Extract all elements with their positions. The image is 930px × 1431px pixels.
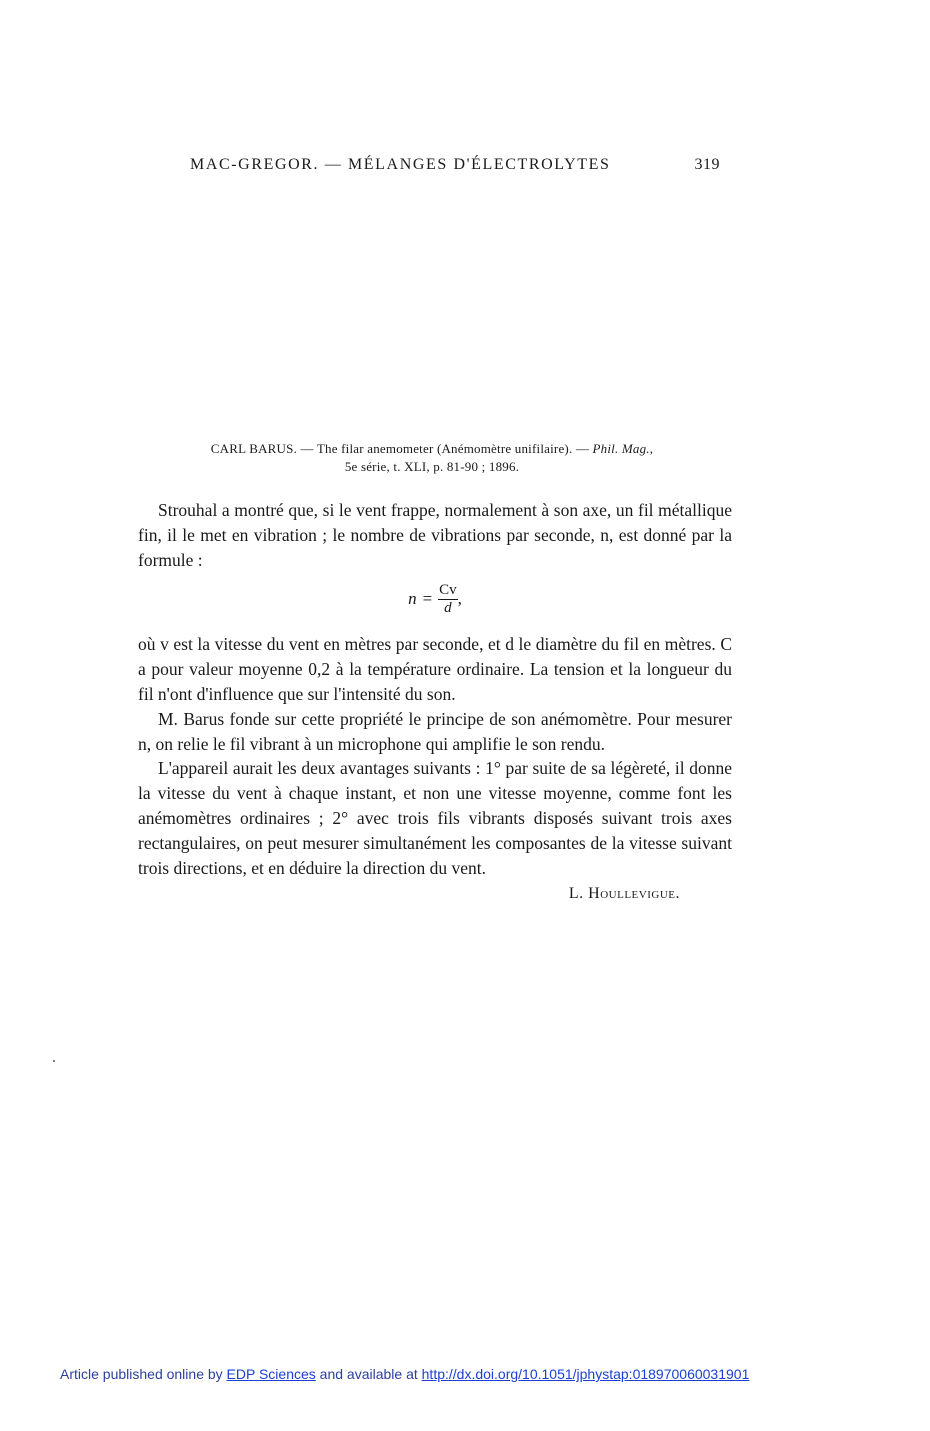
article-citation [136,440,728,476]
signature-name: Houllevigue. [588,885,680,903]
publication-footer [60,1366,749,1382]
formula-equals: = [422,588,433,608]
footer-middle: and available at [315,1366,422,1382]
formula-numerator: Cv [439,581,457,598]
citation-comma: , [649,441,654,456]
citation-line-1 [136,440,728,458]
formula-trailing-comma: , [457,588,462,608]
edp-sciences-link[interactable]: EDP Sciences [226,1366,316,1382]
paragraph-2: où v est la vitesse du vent en mètres par seconde, et d le diamètre du fil en mètres. C a pour valeur moyenne 0,2 à la température ordinaire. La tension et la longueur du fil n'ont d'influence que sur l'intensité du son. [138,634,732,704]
signature-initial: L. [568,885,589,903]
formula-lhs: n [408,588,417,608]
formula-fraction [438,582,458,617]
running-head [190,156,720,174]
paragraph-4: L'appareil aurait les deux avantages suivants : 1° par suite de sa légèreté, il donne la vitesse du vent à chaque instant, et non une vitesse moyenne, comme font les anémomètres ordinaires ; 2° avec trois fils vibrants disposés suivant trois axes rectangulaires, on peut mesurer simultanément les composantes de la vitesse suivant trois directions, et en déduire la direction du vent. [138,758,732,878]
citation-line-2: 5e série, t. XLI, p. 81-90 ; 1896. [344,459,520,474]
article-body [138,498,732,907]
author-signature [138,882,732,907]
footer-prefix: Article published online by [60,1366,227,1382]
strouhal-formula [138,572,732,626]
running-head-title: MAC-GREGOR. — MÉLANGES D'ÉLECTROLYTES [190,156,611,173]
formula-denominator: d [444,599,452,616]
paragraph-3: M. Barus fonde sur cette propriété le principe de son anémomètre. Pour mesurer n, on relie le fil vibrant à un microphone qui amplifie le son rendu. [138,708,732,754]
scan-speck [53,1060,55,1062]
paragraph-1: Strouhal a montré que, si le vent frappe, normalement à son axe, un fil métallique fin, il le met en vibration ; le nombre de vibrations par seconde, n, est donné par la formule : [138,500,732,570]
citation-journal: Phil. Mag. [592,441,650,456]
page-number: 319 [694,156,720,173]
doi-link[interactable]: http://dx.doi.org/10.1051/jphystap:018970060031901 [421,1366,750,1382]
citation-author-title: CARL BARUS. — The filar anemometer (Anémomètre unifilaire). — [210,441,593,456]
